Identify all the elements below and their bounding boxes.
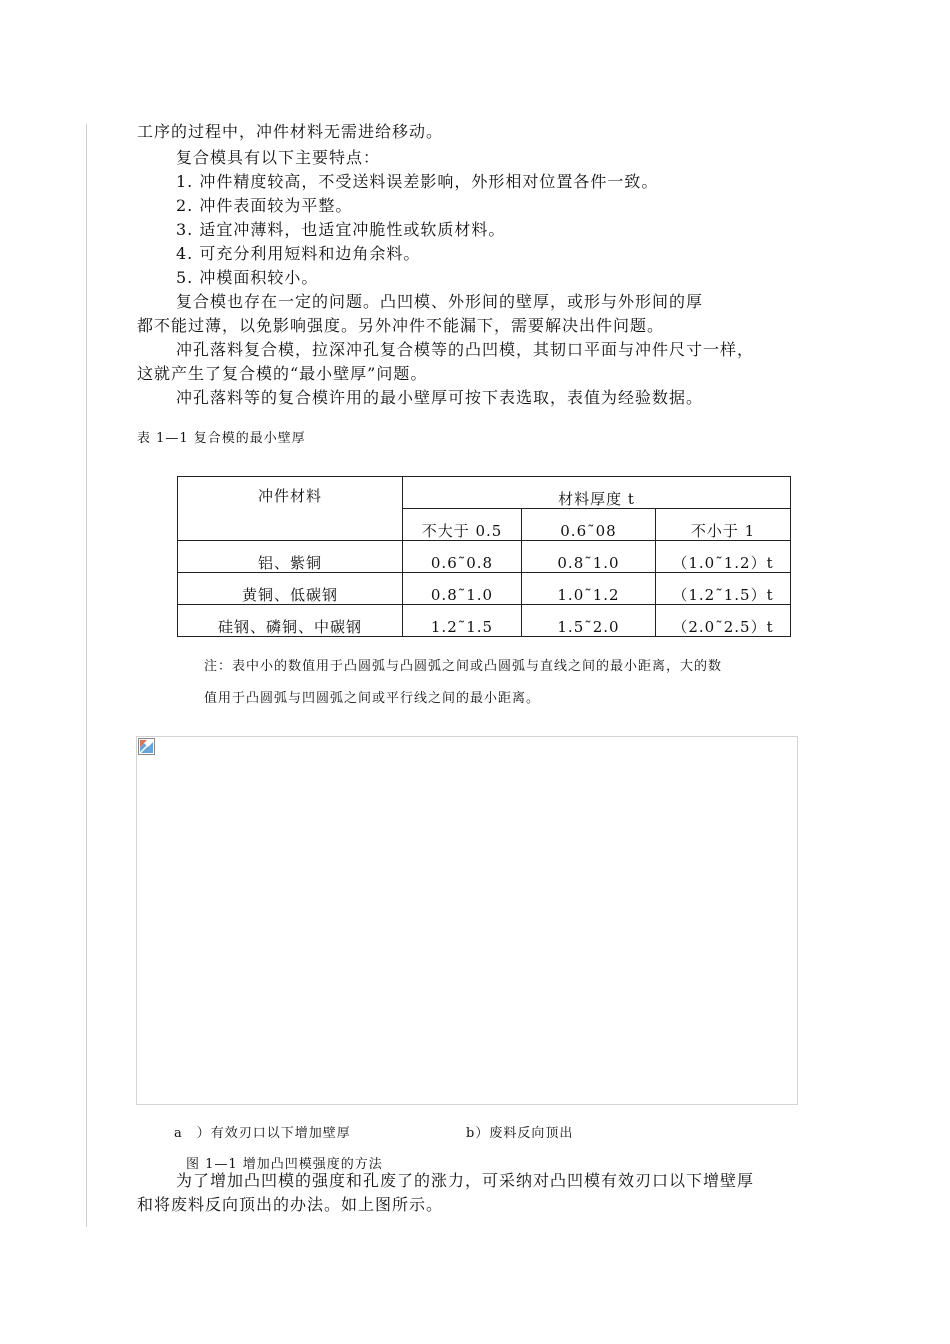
list-item: 3. 适宜冲薄料，也适宜冲脆性或软质材料。 <box>176 220 506 239</box>
list-item: 4. 可充分利用短料和边角余料。 <box>176 244 421 263</box>
list-item: 1. 冲件精度较高，不受送料误差影响，外形相对位置各件一致。 <box>176 172 659 191</box>
value-cell: （1.2˜1.5）t <box>656 573 791 605</box>
paragraph-problems-line1: 复合模也存在一定的问题。凸凹模、外形间的壁厚，或形与外形间的厚 <box>176 292 704 311</box>
value-cell: 1.2˜1.5 <box>403 605 522 637</box>
broken-image-icon <box>138 738 155 755</box>
material-cell: 黄铜、低碳钢 <box>178 573 403 605</box>
table-note-line1: 注：表中小的数值用于凸圆弧与凸圆弧之间或凸圆弧与直线之间的最小距离，大的数 <box>204 659 723 674</box>
table-header-row <box>178 477 791 509</box>
table-note-line2: 值用于凸圆弧与凹圆弧之间或平行线之间的最小距离。 <box>204 691 541 706</box>
min-wall-thickness-table <box>177 476 791 637</box>
paragraph-min-wall-line1: 冲孔落料复合模，拉深冲孔复合模等的凸凹模，其韧口平面与冲件尺寸一样， <box>176 340 755 359</box>
table-row <box>178 605 791 637</box>
value-cell: （2.0˜2.5）t <box>656 605 791 637</box>
value-cell: 1.0˜1.2 <box>522 573 656 605</box>
table-row <box>178 573 791 605</box>
table-row <box>178 541 791 573</box>
list-item: 5. 冲模面积较小。 <box>176 268 319 287</box>
value-cell: 0.8˜1.0 <box>403 573 522 605</box>
table-caption: 表 1—1 复合模的最小壁厚 <box>137 431 306 446</box>
figure-subcaption-a: a ）有效刃口以下增加壁厚 <box>174 1126 351 1141</box>
value-cell: 1.5˜2.0 <box>522 605 656 637</box>
paragraph-problems-line2: 都不能过薄，以免影响强度。另外冲件不能漏下，需要解决出件问题。 <box>137 316 665 335</box>
paragraph-min-wall-line2: 这就产生了复合模的“最小壁厚”问题。 <box>137 364 428 383</box>
figure-image-placeholder <box>136 736 798 1105</box>
paragraph-method-line2: 和将废料反向顶出的办法。如上图所示。 <box>137 1195 444 1214</box>
subheader-cell: 不大于 0.5 <box>403 509 522 541</box>
figure-caption: 图 1—1 增加凸凹模强度的方法 <box>186 1157 383 1172</box>
subheader-cell: 0.6˜08 <box>522 509 656 541</box>
header-thickness: 材料厚度 t <box>403 477 791 509</box>
paragraph-method-line1: 为了增加凸凹模的强度和孔废了的涨力，可采纳对凸凹模有效刃口以下增壁厚 <box>176 1171 755 1190</box>
value-cell: 0.6˜0.8 <box>403 541 522 573</box>
value-cell: 0.8˜1.0 <box>522 541 656 573</box>
value-cell: （1.0˜1.2）t <box>656 541 791 573</box>
material-cell: 硅钢、磷铜、中碳钢 <box>178 605 403 637</box>
page-margin-line <box>86 124 87 1227</box>
figure-subcaption-b: b）废料反向顶出 <box>466 1126 574 1141</box>
material-cell: 铝、紫铜 <box>178 541 403 573</box>
subheader-cell: 不小于 1 <box>656 509 791 541</box>
paragraph-table-intro: 冲孔落料等的复合模许用的最小壁厚可按下表选取，表值为经验数据。 <box>176 388 704 407</box>
paragraph-features-intro: 复合模具有以下主要特点： <box>176 148 381 167</box>
list-item: 2. 冲件表面较为平整。 <box>176 196 353 215</box>
header-material: 冲件材料 <box>178 477 403 541</box>
paragraph-continuation: 工序的过程中，冲件材料无需进给移动。 <box>137 122 444 141</box>
